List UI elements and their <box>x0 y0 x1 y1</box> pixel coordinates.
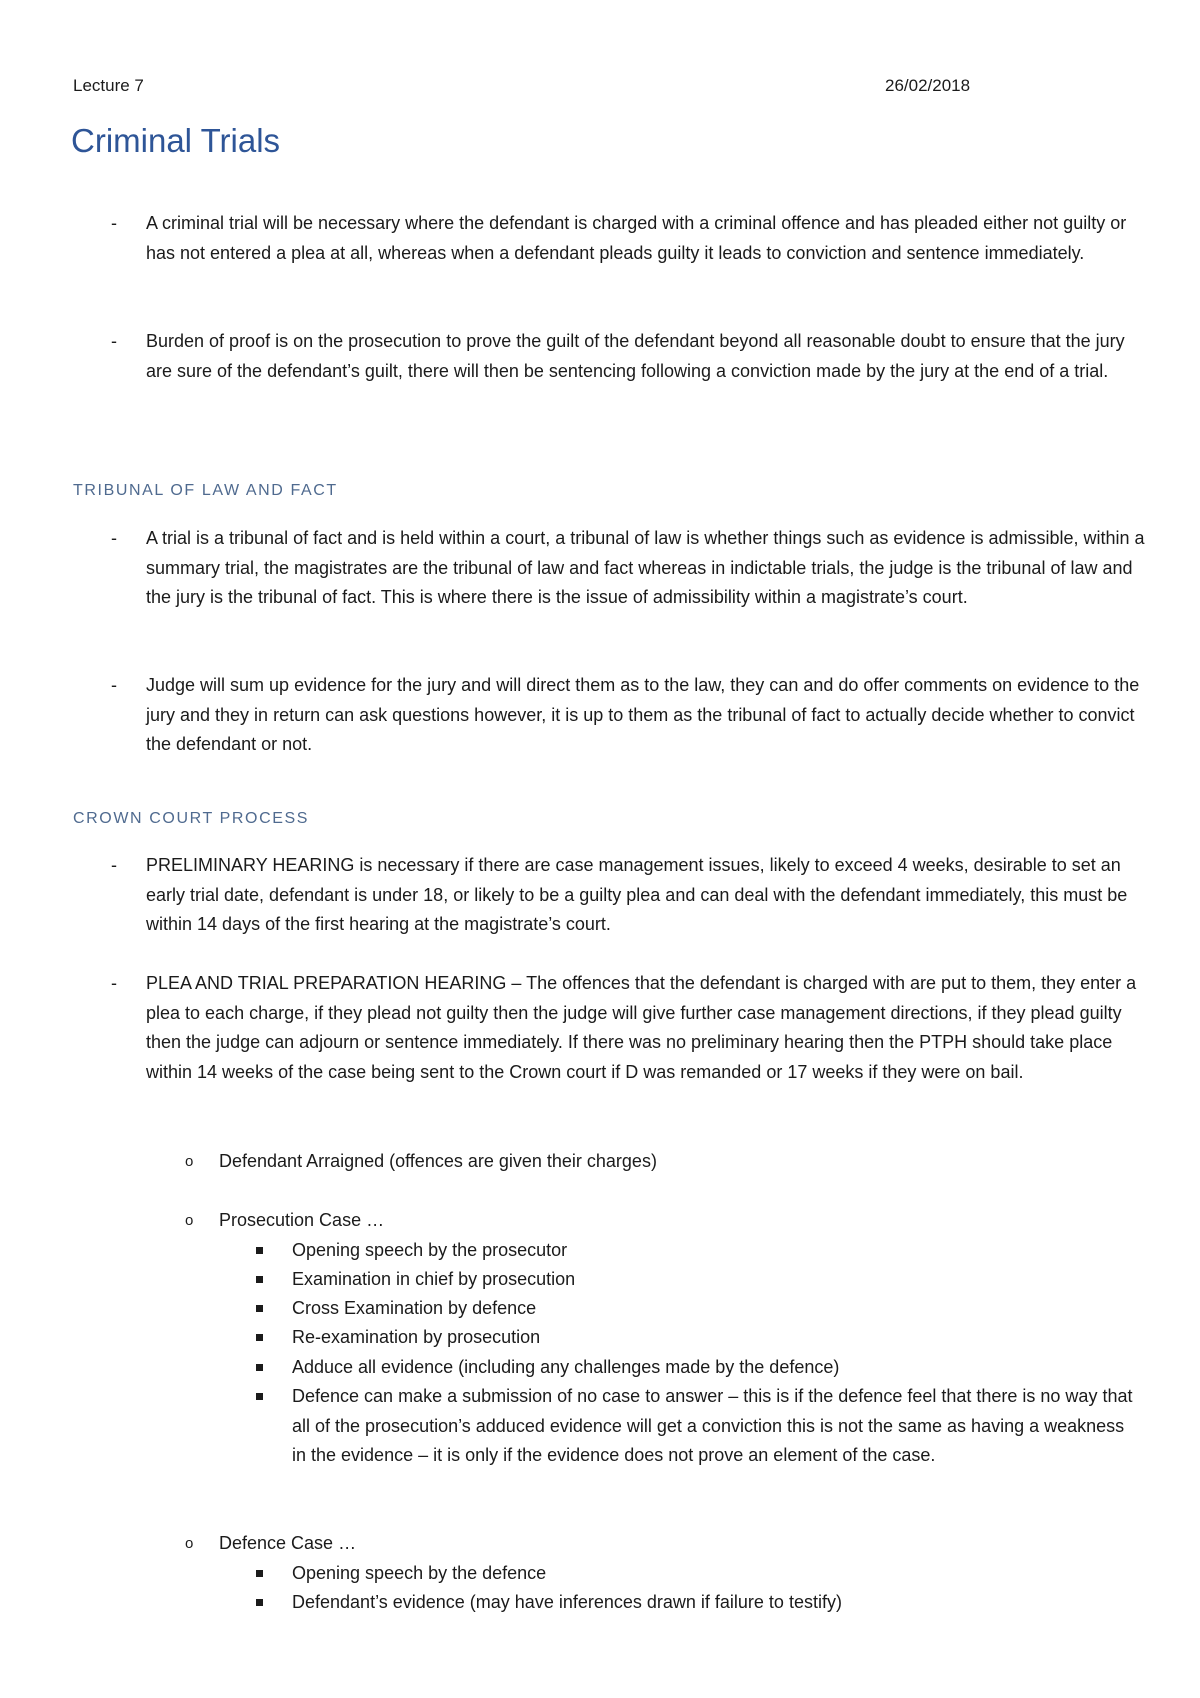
crown-item-ptph <box>111 969 1146 1087</box>
section-heading-crown-court: CROWN COURT PROCESS <box>73 810 310 827</box>
prosecution-step-1-text: Opening speech by the prosecutor <box>292 1240 568 1260</box>
defence-step-2 <box>292 1588 1142 1618</box>
prosecution-step-2-text: Examination in chief by prosecution <box>292 1269 576 1289</box>
tribunal-item-2-text: Judge will sum up evidence for the jury and will direct them as to the law, they can and do offer comments on evidence to the jury and they in return can ask questions however, it is up to them as the tribunal of fact to actually decide whether to convict the defendant or not. <box>146 675 1140 754</box>
arraigned-item <box>185 1147 657 1177</box>
prosecution-case-item <box>185 1206 385 1236</box>
intro-item-2-text: Burden of proof is on the prosecution to prove the guilt of the defendant beyond all reasonable doubt to ensure that the jury are sure of the defendant’s guilt, there will then be sentencing following a conviction made by the jury at the end of a trial. <box>146 331 1125 381</box>
prosecution-case-label: Prosecution Case … <box>219 1210 385 1230</box>
prosecution-step-3-text: Cross Examination by defence <box>292 1298 537 1318</box>
tribunal-item-1-text: A trial is a tribunal of fact and is held within a court, a tribunal of law is whether things such as evidence is admissible, within a summary trial, the magistrates are the tribunal of law and fact whereas in indictable trials, the judge is the tribunal of law and the jury is the tribunal of fact. This is where there is the issue of admissibility within a magistrate’s court. <box>146 528 1145 607</box>
prosecution-step-2 <box>292 1265 1142 1295</box>
defence-case-label: Defence Case … <box>219 1533 357 1553</box>
square-bullet <box>256 1364 263 1371</box>
prosecution-step-6 <box>292 1382 1142 1471</box>
arraigned-text: Defendant Arraigned (offences are given their charges) <box>219 1151 657 1171</box>
defence-step-2-text: Defendant’s evidence (may have inferences drawn if failure to testify) <box>292 1592 842 1612</box>
lecture-label: Lecture 7 <box>73 76 144 95</box>
intro-item-2 <box>111 327 1146 386</box>
square-bullet <box>256 1276 263 1283</box>
tribunal-item-1 <box>111 524 1146 613</box>
dash-bullet: - <box>111 973 117 993</box>
lecture-date: 26/02/2018 <box>885 76 971 95</box>
prosecution-step-6-text: Defence can make a submission of no case to answer – this is if the defence feel that there is no way that all of the prosecution’s adduced evidence will get a conviction this is not the same as having a weakness in the evidence – it is only if the evidence does not prove an element of the case. <box>292 1386 1133 1465</box>
dash-bullet: - <box>111 331 117 351</box>
square-bullet <box>256 1305 263 1312</box>
defence-step-1-text: Opening speech by the defence <box>292 1563 547 1583</box>
prosecution-step-5 <box>292 1353 1142 1383</box>
dash-bullet: - <box>111 213 117 233</box>
circle-bullet: o <box>185 1153 194 1170</box>
prosecution-step-4 <box>292 1323 1142 1353</box>
square-bullet <box>256 1393 263 1400</box>
square-bullet <box>256 1570 263 1577</box>
defence-step-1 <box>292 1559 1142 1589</box>
defence-case-item <box>185 1529 357 1559</box>
crown-item-preliminary-text: PRELIMINARY HEARING is necessary if there are case management issues, likely to exceed 4 weeks, desirable to set an early trial date, defendant is under 18, or likely to be a guilty plea and can deal with the defendant immediately, this must be within 14 days of the first hearing at the magistrate’s court. <box>146 855 1128 934</box>
prosecution-step-3 <box>292 1294 1142 1324</box>
tribunal-item-2 <box>111 671 1146 760</box>
dash-bullet: - <box>111 675 117 695</box>
prosecution-step-5-text: Adduce all evidence (including any challenges made by the defence) <box>292 1357 840 1377</box>
page-title: Criminal Trials <box>71 122 281 159</box>
prosecution-step-1 <box>292 1236 1142 1266</box>
square-bullet <box>256 1247 263 1254</box>
crown-item-preliminary <box>111 851 1146 940</box>
circle-bullet: o <box>185 1212 194 1229</box>
intro-item-1 <box>111 209 1146 268</box>
circle-bullet: o <box>185 1535 194 1552</box>
dash-bullet: - <box>111 528 117 548</box>
section-heading-tribunal: TRIBUNAL OF LAW AND FACT <box>73 482 338 499</box>
dash-bullet: - <box>111 855 117 875</box>
intro-item-1-text: A criminal trial will be necessary where the defendant is charged with a criminal offence and has pleaded either not guilty or has not entered a plea at all, whereas when a defendant pleads guilty it leads to conviction and sentence immediately. <box>146 213 1127 263</box>
prosecution-step-4-text: Re-examination by prosecution <box>292 1327 541 1347</box>
crown-item-ptph-text: PLEA AND TRIAL PREPARATION HEARING – The offences that the defendant is charged with are put to them, they enter a plea to each charge, if they plead not guilty then the judge will give further case management directions, if they plead guilty then the judge can adjourn or sentence immediately. If there was no preliminary hearing then the PTPH should take place within 14 weeks of the case being sent to the Crown court if D was remanded or 17 weeks if they were on bail. <box>146 973 1137 1082</box>
square-bullet <box>256 1599 263 1606</box>
square-bullet <box>256 1334 263 1341</box>
